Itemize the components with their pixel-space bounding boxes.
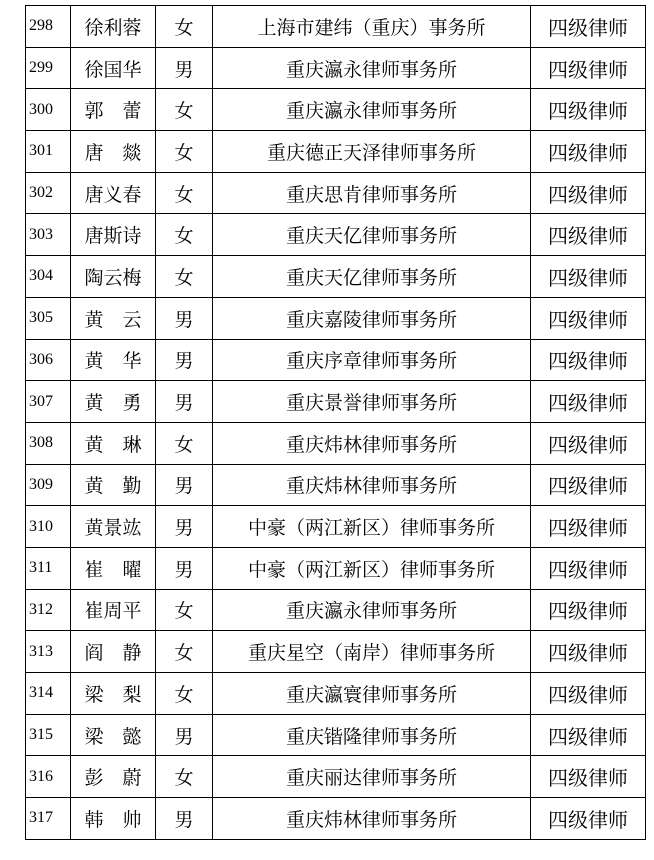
lawyer-rank: 四级律师 <box>531 339 646 381</box>
gender: 男 <box>156 798 213 840</box>
table-row <box>26 172 646 214</box>
gender: 男 <box>156 547 213 589</box>
lawyer-rank: 四级律师 <box>531 214 646 256</box>
row-number: 304 <box>26 256 71 298</box>
lawyer-list-table <box>25 5 646 840</box>
gender: 女 <box>156 756 213 798</box>
gender: 男 <box>156 464 213 506</box>
gender: 女 <box>156 6 213 48</box>
lawyer-name: 唐 燚 <box>71 131 156 173</box>
lawyer-name: 黄 勇 <box>71 381 156 423</box>
lawyer-rank: 四级律师 <box>531 547 646 589</box>
law-firm: 重庆序章律师事务所 <box>213 339 531 381</box>
law-firm: 中豪（两江新区）律师事务所 <box>213 506 531 548</box>
law-firm: 重庆瀛永律师事务所 <box>213 47 531 89</box>
table-row <box>26 631 646 673</box>
law-firm: 重庆炜林律师事务所 <box>213 422 531 464</box>
row-number: 305 <box>26 297 71 339</box>
table-row <box>26 297 646 339</box>
lawyer-rank: 四级律师 <box>531 589 646 631</box>
law-firm: 重庆瀛永律师事务所 <box>213 589 531 631</box>
lawyer-name: 唐义春 <box>71 172 156 214</box>
lawyer-name: 彭 蔚 <box>71 756 156 798</box>
gender: 女 <box>156 256 213 298</box>
lawyer-name: 郭 蕾 <box>71 89 156 131</box>
table-row <box>26 89 646 131</box>
gender: 女 <box>156 172 213 214</box>
lawyer-name: 黄景竑 <box>71 506 156 548</box>
gender: 女 <box>156 214 213 256</box>
lawyer-name: 徐利蓉 <box>71 6 156 48</box>
table-row <box>26 464 646 506</box>
table-row <box>26 798 646 840</box>
gender: 女 <box>156 422 213 464</box>
lawyer-rank: 四级律师 <box>531 47 646 89</box>
lawyer-rank: 四级律师 <box>531 673 646 715</box>
row-number: 315 <box>26 714 71 756</box>
lawyer-rank: 四级律师 <box>531 422 646 464</box>
law-firm: 重庆天亿律师事务所 <box>213 256 531 298</box>
law-firm: 重庆嘉陵律师事务所 <box>213 297 531 339</box>
lawyer-rank: 四级律师 <box>531 464 646 506</box>
law-firm: 重庆炜林律师事务所 <box>213 464 531 506</box>
gender: 女 <box>156 89 213 131</box>
law-firm: 重庆思肯律师事务所 <box>213 172 531 214</box>
table-row <box>26 6 646 48</box>
lawyer-name: 黄 华 <box>71 339 156 381</box>
gender: 男 <box>156 47 213 89</box>
row-number: 317 <box>26 798 71 840</box>
lawyer-name: 黄 琳 <box>71 422 156 464</box>
table-row <box>26 506 646 548</box>
law-firm: 重庆德正天泽律师事务所 <box>213 131 531 173</box>
table-row <box>26 214 646 256</box>
table-row <box>26 131 646 173</box>
lawyer-rank: 四级律师 <box>531 6 646 48</box>
gender: 男 <box>156 381 213 423</box>
table-row <box>26 756 646 798</box>
law-firm: 重庆锴隆律师事务所 <box>213 714 531 756</box>
lawyer-name: 黄 云 <box>71 297 156 339</box>
lawyer-name: 阎 静 <box>71 631 156 673</box>
row-number: 311 <box>26 547 71 589</box>
row-number: 302 <box>26 172 71 214</box>
table-row <box>26 714 646 756</box>
lawyer-name: 梁 懿 <box>71 714 156 756</box>
lawyer-rank: 四级律师 <box>531 714 646 756</box>
table-row <box>26 47 646 89</box>
table-row <box>26 339 646 381</box>
law-firm: 上海市建纬（重庆）事务所 <box>213 6 531 48</box>
lawyer-name: 黄 勤 <box>71 464 156 506</box>
lawyer-name: 崔 曜 <box>71 547 156 589</box>
row-number: 308 <box>26 422 71 464</box>
lawyer-rank: 四级律师 <box>531 172 646 214</box>
row-number: 306 <box>26 339 71 381</box>
law-firm: 重庆炜林律师事务所 <box>213 798 531 840</box>
lawyer-rank: 四级律师 <box>531 256 646 298</box>
lawyer-rank: 四级律师 <box>531 506 646 548</box>
table-body <box>26 6 646 840</box>
row-number: 310 <box>26 506 71 548</box>
row-number: 312 <box>26 589 71 631</box>
row-number: 303 <box>26 214 71 256</box>
gender: 男 <box>156 297 213 339</box>
lawyer-name: 陶云梅 <box>71 256 156 298</box>
table-row <box>26 589 646 631</box>
gender: 男 <box>156 339 213 381</box>
gender: 女 <box>156 673 213 715</box>
lawyer-name: 崔周平 <box>71 589 156 631</box>
table-row <box>26 673 646 715</box>
lawyer-rank: 四级律师 <box>531 297 646 339</box>
table-row <box>26 547 646 589</box>
row-number: 313 <box>26 631 71 673</box>
gender: 女 <box>156 589 213 631</box>
gender: 女 <box>156 131 213 173</box>
lawyer-name: 梁 梨 <box>71 673 156 715</box>
law-firm: 重庆天亿律师事务所 <box>213 214 531 256</box>
lawyer-rank: 四级律师 <box>531 89 646 131</box>
law-firm: 重庆瀛永律师事务所 <box>213 89 531 131</box>
row-number: 299 <box>26 47 71 89</box>
row-number: 307 <box>26 381 71 423</box>
lawyer-name: 唐斯诗 <box>71 214 156 256</box>
law-firm: 重庆瀛寰律师事务所 <box>213 673 531 715</box>
gender: 男 <box>156 714 213 756</box>
lawyer-rank: 四级律师 <box>531 756 646 798</box>
lawyer-rank: 四级律师 <box>531 798 646 840</box>
table-row <box>26 256 646 298</box>
law-firm: 中豪（两江新区）律师事务所 <box>213 547 531 589</box>
lawyer-rank: 四级律师 <box>531 381 646 423</box>
table-row <box>26 381 646 423</box>
table-row <box>26 422 646 464</box>
lawyer-name: 韩 帅 <box>71 798 156 840</box>
row-number: 301 <box>26 131 71 173</box>
row-number: 314 <box>26 673 71 715</box>
row-number: 309 <box>26 464 71 506</box>
lawyer-name: 徐国华 <box>71 47 156 89</box>
law-firm: 重庆丽达律师事务所 <box>213 756 531 798</box>
gender: 女 <box>156 631 213 673</box>
row-number: 298 <box>26 6 71 48</box>
lawyer-rank: 四级律师 <box>531 131 646 173</box>
lawyer-rank: 四级律师 <box>531 631 646 673</box>
gender: 男 <box>156 506 213 548</box>
row-number: 316 <box>26 756 71 798</box>
row-number: 300 <box>26 89 71 131</box>
law-firm: 重庆景誉律师事务所 <box>213 381 531 423</box>
law-firm: 重庆星空（南岸）律师事务所 <box>213 631 531 673</box>
